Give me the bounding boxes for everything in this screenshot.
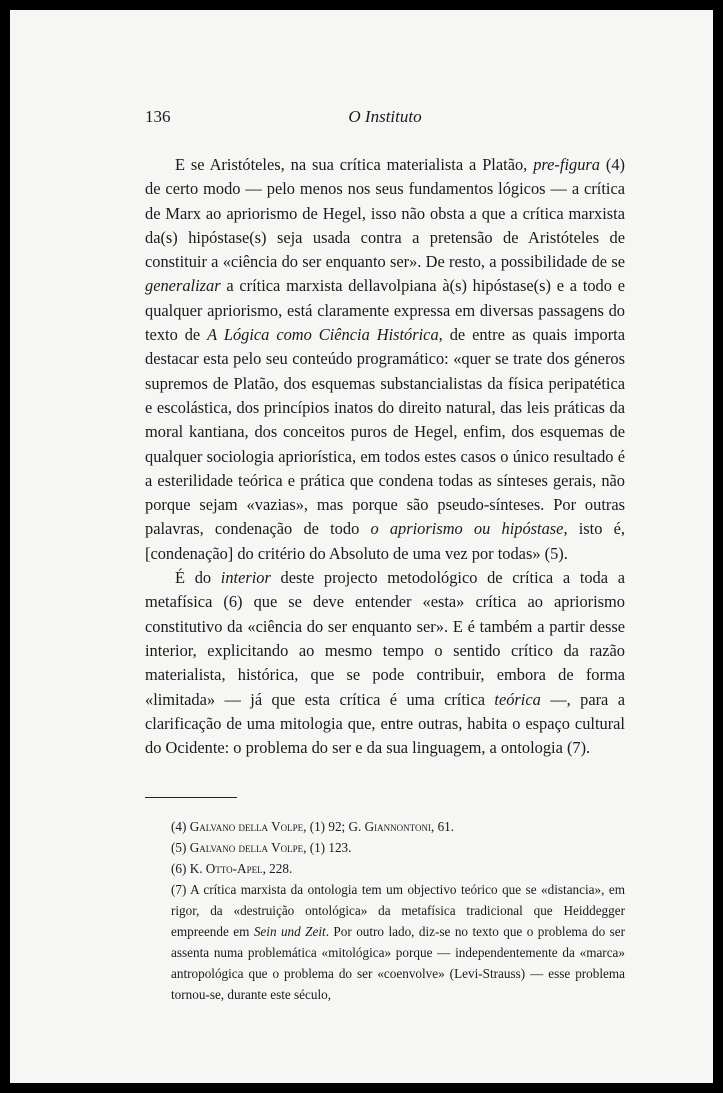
italic-run: o apriorismo ou hipóstase — [370, 519, 564, 539]
text-run: . Por outro lado, diz-se no texto que o problema do ser assenta numa problemática «mitológica» porque — independentemente da «marca» antropológica que o problema do ser «coenvolve» (Levi-Strauss) — esse problema tornou-se, durante este século, — [171, 924, 625, 1002]
text-run: E se Aristóteles, na sua crítica materialista a Platão, — [175, 155, 534, 174]
text-run: É do — [175, 568, 221, 588]
text-run: deste projecto metodológico de crítica a toda a metafísica (6) que se deve entender «esta» crítica ao apriorismo constitutivo da «ciência do ser enquanto ser». E é também a partir desse interior, explicitando ao mesmo tempo o sentido crítico da razão materialista, histórica, que se pode contribuir, embora de forma «limitada» — já que esta crítica é uma crítica — [145, 568, 625, 709]
paragraph-1 — [145, 153, 625, 566]
italic-run: Sein und Zeit — [253, 924, 326, 939]
author-name: K. Otto-Apel — [189, 861, 263, 876]
paragraph-2 — [145, 566, 625, 760]
page-header — [145, 107, 625, 129]
text-run: a crítica marxista dellavolpiana à(s) hipóstase(s) e a todo e qualquer apriorismo, está claramente expressa em diversas passagens do texto de — [145, 276, 625, 345]
italic-run: A Lógica como Ciência Histórica — [207, 325, 439, 345]
footnote-6 — [145, 858, 625, 879]
body-text — [145, 153, 625, 760]
running-title: O Instituto — [348, 107, 422, 126]
footnote-separator — [145, 797, 237, 798]
italic-run: interior — [220, 568, 271, 588]
text-run: —, para a clarificação de uma mitologia que, entre outras, habita o espaço cultural do Ocidente: o problema do ser e da sua linguagem, a ontologia (7). — [145, 689, 625, 758]
text-run: , (1) 92; — [303, 819, 349, 834]
footnote-4 — [145, 816, 625, 837]
author-name: Galvano della Volpe — [189, 819, 304, 834]
footnote-7 — [145, 879, 625, 1005]
text-run: , de entre as quais importa destacar esta pelo seu conteúdo programático: «quer se trate dos géneros supremos de Platão, dos esquemas substancialistas da física peripatética e escolástica, dos princípios inatos do direito natural, das leis práticas da moral kantiana, dos conceitos puros de Hegel, enfim, dos esquemas de qualquer sociologia apriorística, em todos estes casos o único resultado é a esterilidade teórica e prática que condena todas as sínteses gerais, não porque sejam «vazias», mas porque são pseudo-sínteses. Por outras palavras, condenação de todo — [145, 325, 625, 539]
footnote-5 — [145, 837, 625, 858]
page-number: 136 — [145, 107, 171, 126]
text-run: (5) — [171, 840, 190, 855]
text-run: (6) — [171, 861, 190, 876]
text-run: (7) A crítica marxista da ontologia tem um objectivo teórico que se «distancia», em rigor, da «destruição ontológica» da metafísica tradicional que Heiddegger empreende em — [171, 882, 625, 939]
text-run: , 228. — [262, 861, 293, 876]
text-run: (4) — [171, 819, 190, 834]
text-run: , 61. — [430, 819, 455, 834]
italic-run: generalizar — [145, 276, 221, 296]
author-name: Galvano della Volpe — [189, 840, 304, 855]
text-run: , isto é, [condenação] do critério do Absoluto de uma vez por todas» (5). — [145, 519, 625, 563]
text-run: , (1) 123. — [303, 840, 352, 855]
italic-run: pre-figura — [533, 155, 600, 174]
footnotes — [145, 816, 625, 1005]
text-run: (4) de certo modo — pelo menos nos seus fundamentos lógicos — a crítica de Marx ao apriorismo de Hegel, isso não obsta a que a crítica marxista da(s) hipóstase(s) seja usada contra a pretensão de Aristóteles de constituir a «ciência do ser enquanto ser». De resto, a possibilidade de se — [145, 155, 625, 272]
document-page — [10, 10, 713, 1083]
italic-run: teórica — [494, 689, 541, 709]
author-name: G. Giannontoni — [348, 819, 431, 834]
